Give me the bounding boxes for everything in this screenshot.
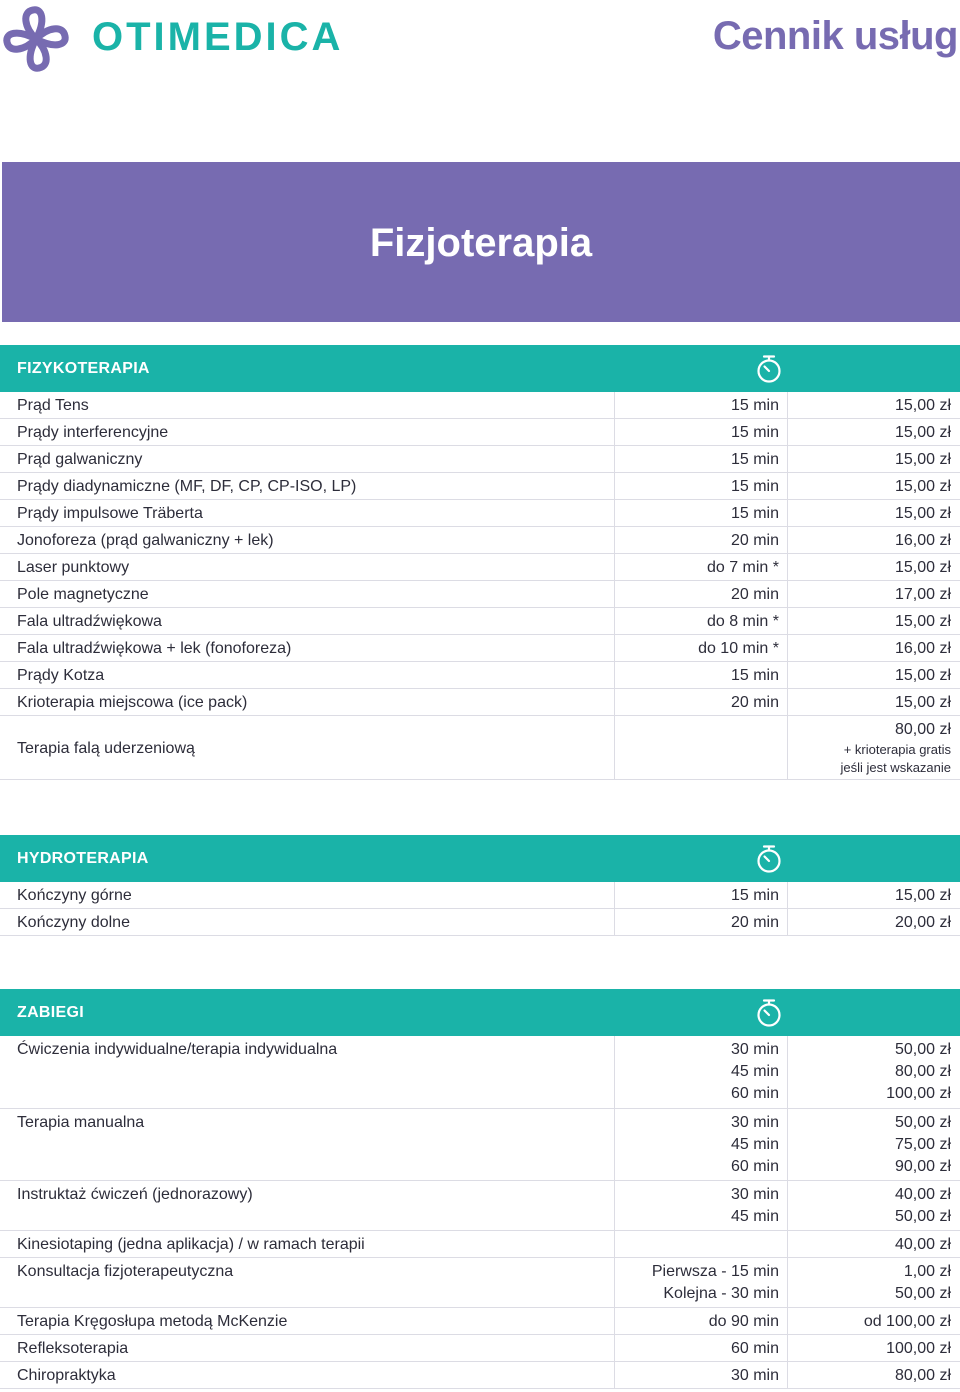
service-name-text: Ćwiczenia indywidualne/terapia indywidualna xyxy=(17,1041,338,1058)
price-row xyxy=(0,1181,960,1231)
price-value: 100,00 zł xyxy=(886,1085,951,1102)
service-duration xyxy=(614,1036,787,1108)
service-name-text: Kończyny górne xyxy=(17,887,132,904)
duration-value: 30 min xyxy=(730,1367,779,1384)
price-value: 50,00 zł xyxy=(894,1208,951,1225)
service-name-text: Terapia Kręgosłupa metodą McKenzie xyxy=(17,1313,288,1330)
infinity-cross-logo-icon xyxy=(2,4,70,74)
duration-value: do 90 min xyxy=(708,1313,779,1330)
section-header xyxy=(0,835,960,882)
service-duration xyxy=(614,1109,787,1181)
service-price xyxy=(787,446,960,472)
price-value: 100,00 zł xyxy=(886,1340,951,1357)
duration-value: 15 min xyxy=(730,478,779,495)
section-zabiegi xyxy=(0,989,960,1389)
section-header xyxy=(0,989,960,1036)
duration-value: 15 min xyxy=(730,667,779,684)
duration-value: 15 min xyxy=(730,887,779,904)
price-row xyxy=(0,882,960,909)
service-duration xyxy=(614,1362,787,1388)
duration-value: 30 min xyxy=(730,1041,779,1058)
price-row xyxy=(0,662,960,689)
price-value: 90,00 zł xyxy=(894,1157,951,1175)
service-name-text: Chiropraktyka xyxy=(17,1367,116,1384)
price-value: 16,00 zł xyxy=(894,640,951,657)
price-value: 15,00 zł xyxy=(894,613,951,630)
service-name xyxy=(0,446,614,472)
service-name-text: Fala ultradźwiękowa xyxy=(17,613,162,630)
section-header xyxy=(0,345,960,392)
service-name xyxy=(0,1308,614,1334)
price-row xyxy=(0,1335,960,1362)
service-duration xyxy=(614,554,787,580)
service-price xyxy=(787,419,960,445)
duration-value: 60 min xyxy=(730,1157,779,1175)
service-duration xyxy=(614,1335,787,1361)
service-name xyxy=(0,1231,614,1257)
duration-value: Pierwsza - 15 min xyxy=(651,1263,779,1280)
duration-value: Kolejna - 30 min xyxy=(663,1285,779,1302)
service-name xyxy=(0,662,614,688)
service-name-text: Terapia falą uderzeniową xyxy=(17,740,195,757)
price-row xyxy=(0,446,960,473)
service-name-text: Pole magnetyczne xyxy=(17,586,149,603)
price-value: 15,00 zł xyxy=(894,887,951,904)
service-name xyxy=(0,608,614,634)
stopwatch-icon xyxy=(756,354,782,384)
price-row xyxy=(0,581,960,608)
service-price xyxy=(787,1181,960,1230)
service-duration xyxy=(614,473,787,499)
duration-value: 45 min xyxy=(730,1063,779,1080)
price-value: 80,00 zł xyxy=(894,721,951,738)
duration-value: 20 min xyxy=(730,586,779,603)
service-price xyxy=(787,500,960,526)
duration-value: 45 min xyxy=(730,1135,779,1153)
price-value: 75,00 zł xyxy=(894,1135,951,1153)
service-name xyxy=(0,473,614,499)
service-name-text: Kończyny dolne xyxy=(17,914,130,931)
service-price xyxy=(787,716,960,779)
price-row xyxy=(0,635,960,662)
service-name xyxy=(0,527,614,553)
price-value: 15,00 zł xyxy=(894,424,951,441)
service-name xyxy=(0,554,614,580)
price-row xyxy=(0,1036,960,1109)
service-name-text: Prąd Tens xyxy=(17,397,89,414)
stopwatch-icon xyxy=(756,844,782,874)
service-duration xyxy=(614,689,787,715)
service-duration xyxy=(614,608,787,634)
duration-value: 20 min xyxy=(730,532,779,549)
stopwatch-icon xyxy=(756,998,782,1028)
duration-value: 30 min xyxy=(730,1113,779,1131)
duration-value: do 8 min * xyxy=(706,613,779,630)
service-name xyxy=(0,1181,614,1230)
service-price xyxy=(787,909,960,935)
service-duration xyxy=(614,909,787,935)
page-header xyxy=(0,0,960,80)
price-value: 15,00 zł xyxy=(894,694,951,711)
price-row xyxy=(0,909,960,936)
service-price xyxy=(787,1036,960,1108)
price-value: 17,00 zł xyxy=(894,586,951,603)
duration-value: 15 min xyxy=(730,424,779,441)
price-row xyxy=(0,1308,960,1335)
price-value: 15,00 zł xyxy=(894,451,951,468)
price-value: 80,00 zł xyxy=(894,1367,951,1384)
price-row xyxy=(0,1362,960,1389)
service-duration xyxy=(614,500,787,526)
price-value: 15,00 zł xyxy=(894,505,951,522)
duration-value: 30 min xyxy=(730,1186,779,1203)
service-price xyxy=(787,662,960,688)
service-duration xyxy=(614,1231,787,1257)
price-value: 15,00 zł xyxy=(894,478,951,495)
service-name-text: Terapia manualna xyxy=(17,1113,145,1131)
service-price xyxy=(787,554,960,580)
service-price xyxy=(787,392,960,418)
service-name xyxy=(0,1258,614,1307)
service-name-text: Fala ultradźwiękowa + lek (fonoforeza) xyxy=(17,640,292,657)
brand-name: OTIMEDICA xyxy=(92,15,344,59)
price-value: od 100,00 zł xyxy=(863,1313,951,1330)
service-duration xyxy=(614,581,787,607)
service-duration xyxy=(614,635,787,661)
service-duration xyxy=(614,882,787,908)
service-name-text: Prądy interferencyjne xyxy=(17,424,169,441)
service-duration xyxy=(614,1258,787,1307)
duration-value: 60 min xyxy=(730,1340,779,1357)
service-name-text: Kinesiotaping (jedna aplikacja) / w ramach terapii xyxy=(17,1236,365,1253)
service-name-text: Laser punktowy xyxy=(17,559,130,576)
price-row xyxy=(0,527,960,554)
price-value: 15,00 zł xyxy=(894,667,951,684)
service-name xyxy=(0,419,614,445)
service-name-text: Instruktaż ćwiczeń (jednorazowy) xyxy=(17,1186,253,1203)
price-value: 16,00 zł xyxy=(894,532,951,549)
price-value: 20,00 zł xyxy=(894,914,951,931)
service-name xyxy=(0,1109,614,1181)
price-note: jeśli jest wskazanie xyxy=(840,760,951,775)
price-value: 1,00 zł xyxy=(903,1263,951,1280)
service-name xyxy=(0,392,614,418)
section-fizykoterapia xyxy=(0,345,960,780)
service-name xyxy=(0,635,614,661)
service-name-text: Krioterapia miejscowa (ice pack) xyxy=(17,694,248,711)
service-name xyxy=(0,1362,614,1388)
banner-title: Fizjoterapia xyxy=(369,221,593,265)
service-name-text: Prąd galwaniczny xyxy=(17,451,143,468)
service-price xyxy=(787,1362,960,1388)
duration-value: 45 min xyxy=(730,1208,779,1225)
service-name xyxy=(0,716,614,779)
duration-value: 15 min xyxy=(730,397,779,414)
price-value: 40,00 zł xyxy=(894,1186,951,1203)
price-row xyxy=(0,419,960,446)
service-name xyxy=(0,500,614,526)
category-banner xyxy=(2,162,960,322)
price-value: 40,00 zł xyxy=(894,1236,951,1253)
service-duration xyxy=(614,716,787,779)
service-duration xyxy=(614,446,787,472)
duration-value: 15 min xyxy=(730,451,779,468)
service-name xyxy=(0,689,614,715)
duration-value: 20 min xyxy=(730,914,779,931)
service-name-text: Prądy Kotza xyxy=(17,667,105,684)
section-title: ZABIEGI xyxy=(17,1004,84,1021)
price-row xyxy=(0,473,960,500)
service-price xyxy=(787,882,960,908)
price-value: 50,00 zł xyxy=(894,1285,951,1302)
duration-value: 60 min xyxy=(730,1085,779,1102)
service-name xyxy=(0,882,614,908)
section-hydroterapia xyxy=(0,835,960,936)
service-name-text: Prądy impulsowe Träberta xyxy=(17,505,203,522)
section-title: HYDROTERAPIA xyxy=(17,850,149,867)
price-value: 15,00 zł xyxy=(894,397,951,414)
price-note: + krioterapia gratis xyxy=(843,742,951,757)
service-name xyxy=(0,1036,614,1108)
price-row xyxy=(0,689,960,716)
service-name xyxy=(0,581,614,607)
price-row xyxy=(0,716,960,780)
price-value: 50,00 zł xyxy=(894,1041,951,1058)
service-price xyxy=(787,473,960,499)
price-value: 80,00 zł xyxy=(894,1063,951,1080)
service-duration xyxy=(614,392,787,418)
service-name xyxy=(0,909,614,935)
service-price xyxy=(787,1308,960,1334)
service-price xyxy=(787,1231,960,1257)
price-row xyxy=(0,608,960,635)
price-row xyxy=(0,1258,960,1308)
document-title: Cennik usług xyxy=(712,14,958,58)
service-duration xyxy=(614,527,787,553)
service-price xyxy=(787,689,960,715)
service-name-text: Jonoforeza (prąd galwaniczny + lek) xyxy=(17,532,274,549)
service-price xyxy=(787,1109,960,1181)
service-price xyxy=(787,635,960,661)
service-duration xyxy=(614,1181,787,1230)
price-row xyxy=(0,1109,960,1182)
price-row xyxy=(0,500,960,527)
service-price xyxy=(787,608,960,634)
price-value: 15,00 zł xyxy=(894,559,951,576)
duration-value: do 10 min * xyxy=(698,640,779,657)
service-price xyxy=(787,581,960,607)
price-row xyxy=(0,1231,960,1258)
price-row xyxy=(0,554,960,581)
section-title: FIZYKOTERAPIA xyxy=(17,360,150,377)
service-duration xyxy=(614,662,787,688)
service-name xyxy=(0,1335,614,1361)
service-price xyxy=(787,1335,960,1361)
service-name-text: Konsultacja fizjoterapeutyczna xyxy=(17,1263,234,1280)
service-duration xyxy=(614,1308,787,1334)
service-price xyxy=(787,527,960,553)
price-row xyxy=(0,392,960,419)
service-name-text: Prądy diadynamiczne (MF, DF, CP, CP-ISO, LP) xyxy=(17,478,357,495)
service-name-text: Refleksoterapia xyxy=(17,1340,129,1357)
service-price xyxy=(787,1258,960,1307)
duration-value: 20 min xyxy=(730,694,779,711)
service-duration xyxy=(614,419,787,445)
duration-value: 15 min xyxy=(730,505,779,522)
duration-value: do 7 min * xyxy=(706,559,779,576)
price-value: 50,00 zł xyxy=(894,1113,951,1131)
